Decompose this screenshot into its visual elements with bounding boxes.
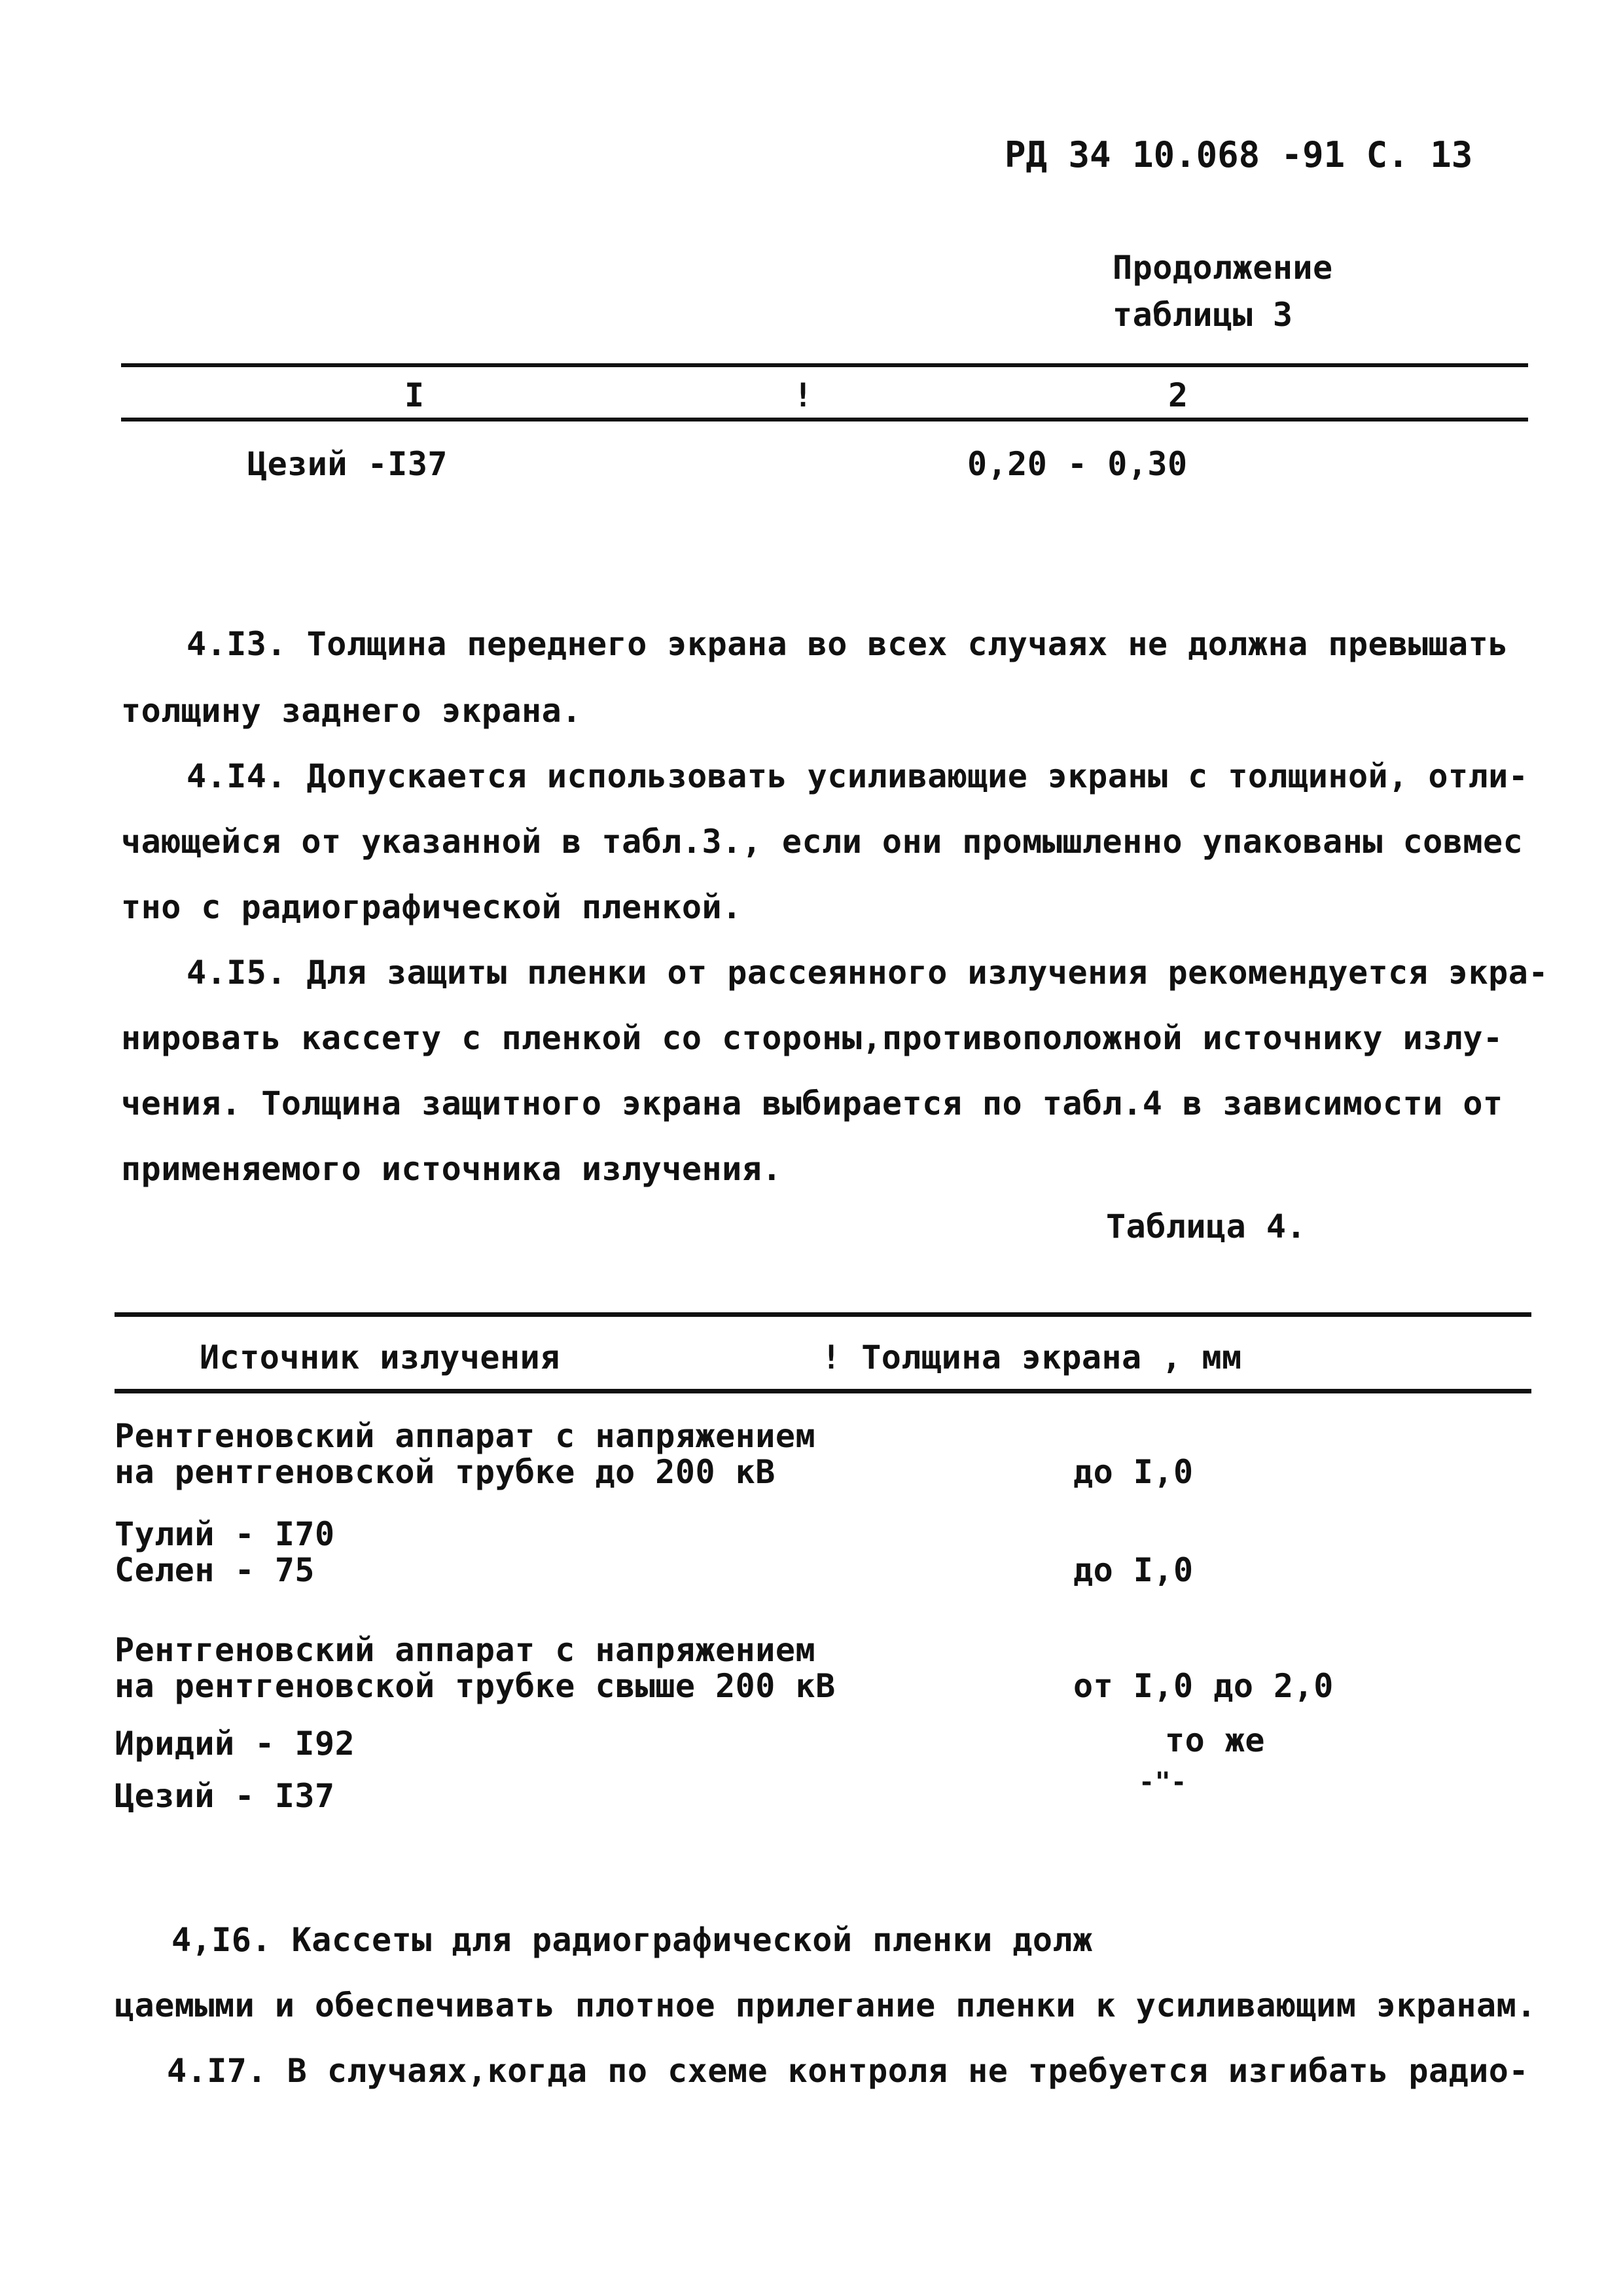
table3-row-value: 0,20 - 0,30 xyxy=(967,445,1188,483)
table4-top-rule xyxy=(115,1312,1531,1317)
paragraph-4-16-line2: цаемыми и обеспечивать плотное прилегание пленки к усиливающим экранам. xyxy=(115,1986,1537,2024)
table4-row3-source-line1: Рентгеновский аппарат с напряжением xyxy=(115,1631,816,1669)
table4-row5-value: -"- xyxy=(1139,1767,1187,1797)
table4-row4-source: Иридий - I92 xyxy=(115,1725,355,1763)
table3-column-separator: ! xyxy=(793,376,813,414)
table4-row4-value: то же xyxy=(1165,1721,1266,1759)
table4-row2-source-line2: Селен - 75 xyxy=(115,1551,315,1589)
table4-row3-source-line2: на рентгеновской трубке свыше 200 кВ xyxy=(115,1667,836,1705)
table4-title: Таблица 4. xyxy=(1106,1208,1307,1246)
paragraph-4-15-line1: 4.I5. Для защиты пленки от рассеянного излучения рекомендуется экра- xyxy=(187,954,1548,992)
table4-row1-value: до I,0 xyxy=(1073,1453,1194,1491)
paragraph-4-14-line3: тно с радиографической пленкой. xyxy=(121,888,742,926)
paragraph-4-15-line2: нировать кассету с пленкой со стороны,противоположной источнику излу- xyxy=(121,1019,1503,1057)
table4-row1-source-line1: Рентгеновский аппарат с напряжением xyxy=(115,1417,816,1455)
table3-col1-header: I xyxy=(404,376,425,414)
table4-col1-header: Источник излучения xyxy=(200,1338,560,1376)
table4-row2-source-line1: Тулий - I70 xyxy=(115,1515,335,1553)
table4-col2-header: ! Толщина экрана , мм xyxy=(821,1338,1242,1376)
table3-continuation-line2: таблицы 3 xyxy=(1113,296,1293,334)
document-code: РД 34 10.068 -91 С. 13 xyxy=(1005,134,1473,175)
paragraph-4-14-line1: 4.I4. Допускается использовать усиливающие экраны с толщиной, отли- xyxy=(187,757,1529,795)
table4-header-rule xyxy=(115,1389,1531,1393)
paragraph-4-14-line2: чающейся от указанной в табл.3., если они промышленно упакованы совмес xyxy=(121,823,1524,861)
table4-row1-source-line2: на рентгеновской трубке до 200 кВ xyxy=(115,1453,776,1491)
table3-continuation-line1: Продолжение xyxy=(1113,249,1333,287)
paragraph-4-17-line1: 4.I7. В случаях,когда по схеме контроля не требуется изгибать радио- xyxy=(167,2052,1529,2090)
table3-top-rule xyxy=(121,363,1528,367)
paragraph-4-15-line3: чения. Толщина защитного экрана выбирается по табл.4 в зависимости от xyxy=(121,1085,1503,1122)
table3-row-source: Цезий -I37 xyxy=(247,445,448,483)
paragraph-4-16-line1: 4,I6. Кассеты для радиографической пленки долж xyxy=(171,1921,1093,1959)
table3-header-rule xyxy=(121,418,1528,422)
table4-row5-source: Цезий - I37 xyxy=(115,1777,335,1815)
paragraph-4-15-line4: применяемого источника излучения. xyxy=(121,1150,782,1188)
table4-row3-value: от I,0 до 2,0 xyxy=(1073,1667,1334,1705)
paragraph-4-13-line1: 4.I3. Толщина переднего экрана во всех случаях не должна превышать xyxy=(187,625,1508,663)
table3-col2-header: 2 xyxy=(1168,376,1188,414)
paragraph-4-13-line2: толщину заднего экрана. xyxy=(121,692,582,730)
table4-row2-value: до I,0 xyxy=(1073,1551,1194,1589)
